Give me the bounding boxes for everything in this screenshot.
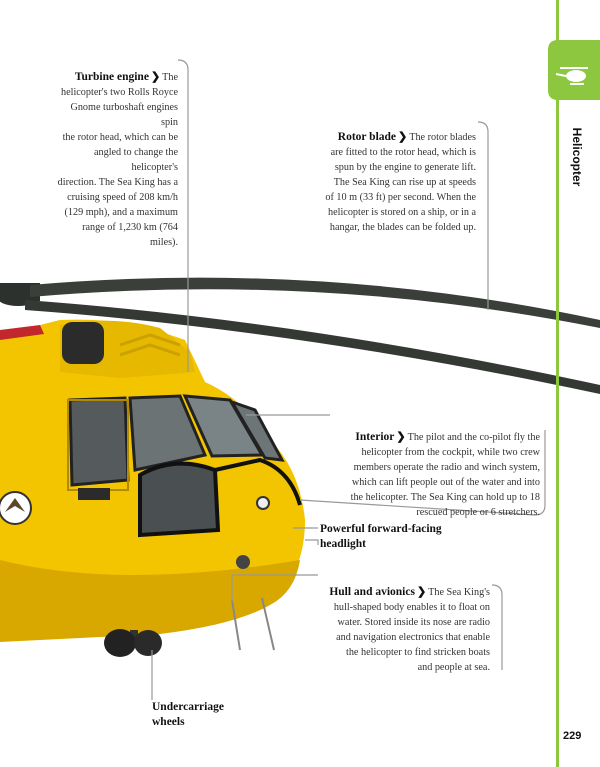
annotation-title: Rotor blade — [337, 131, 397, 143]
annotation-text: of 10 m (33 ft) per second. When the — [325, 192, 476, 203]
annotation-text: members operate the radio and winch system, — [353, 462, 540, 473]
annotation-interior — [320, 430, 540, 520]
label-line: headlight — [320, 538, 367, 550]
annotation-text: helicopter's two Rolls Royce — [61, 87, 178, 98]
annotation-text: angled to change the helicopter's — [93, 147, 178, 173]
helicopter-icon — [548, 40, 600, 100]
annotation-text: (129 mph), and a maximum — [64, 207, 178, 218]
annotation-text: water. Stored inside its nose are radio — [337, 617, 490, 628]
page-number: 229 — [563, 730, 582, 742]
annotation-text: helicopter from the cockpit, while two crew — [361, 447, 540, 458]
chevron-right-icon: ❯ — [398, 131, 408, 143]
annotation-text: The — [162, 72, 178, 83]
label-headlight — [320, 522, 442, 552]
annotation-text: are fitted to the rotor head, which is — [330, 147, 476, 158]
label-line: Powerful forward-facing — [320, 523, 442, 535]
registration-plate — [78, 488, 110, 500]
annotation-text: Gnome turboshaft engines spin — [70, 102, 178, 128]
section-tab-label: Helicopter — [570, 127, 584, 187]
annotation-text: cruising speed of 208 km/h — [67, 192, 178, 203]
chevron-right-icon: ❯ — [416, 586, 427, 598]
annotation-text: spun by the engine to generate lift. — [334, 162, 476, 173]
annotation-text: hull-shaped body enables it to float on — [333, 602, 490, 613]
annotation-title: Interior — [355, 431, 395, 443]
annotation-title: Hull and avionics — [329, 586, 415, 598]
label-line: Undercarriage — [152, 701, 224, 713]
annotation-text: helicopter is stored on a ship, or in a — [328, 207, 476, 218]
label-line: wheels — [152, 716, 185, 728]
annotation-text: the rotor head, which can be — [62, 132, 178, 143]
chevron-right-icon: ❯ — [150, 71, 161, 83]
annotation-text: The Sea King's — [428, 587, 490, 598]
rotor-blade-upper — [30, 278, 600, 328]
label-undercarriage — [152, 700, 224, 730]
annotation-text: which can lift people out of the water and into — [351, 477, 540, 488]
annotation-text: rescued people or 6 stretchers. — [416, 507, 540, 518]
annotation-text: the helicopter. The Sea King can hold up to 18 — [350, 492, 540, 503]
chevron-right-icon: ❯ — [396, 431, 406, 443]
nose-sensor — [236, 555, 250, 569]
annotation-hull-avionics — [300, 585, 490, 675]
annotation-text: direction. The Sea King has a — [57, 177, 178, 188]
annotation-text: The pilot and the co-pilot fly the — [407, 432, 540, 443]
annotation-text: hangar, the blades can be folded up. — [329, 222, 476, 233]
annotation-rotor-blade — [300, 130, 476, 235]
headlight — [257, 497, 269, 509]
annotation-text: the helicopter to find stricken boats — [346, 647, 490, 658]
annotation-title: Turbine engine — [74, 71, 149, 83]
sidebar-accent-line — [556, 0, 559, 767]
annotation-text: range of 1,230 km (764 miles). — [82, 222, 178, 248]
squadron-badge — [0, 492, 31, 524]
annotation-text: The rotor blades — [409, 132, 476, 143]
annotation-text: The Sea King can rise up at speeds — [333, 177, 476, 188]
annotation-turbine-engine — [52, 70, 178, 250]
annotation-text: and people at sea. — [417, 662, 490, 673]
annotation-text: and navigation electronics that enable — [336, 632, 490, 643]
undercarriage — [104, 629, 162, 657]
